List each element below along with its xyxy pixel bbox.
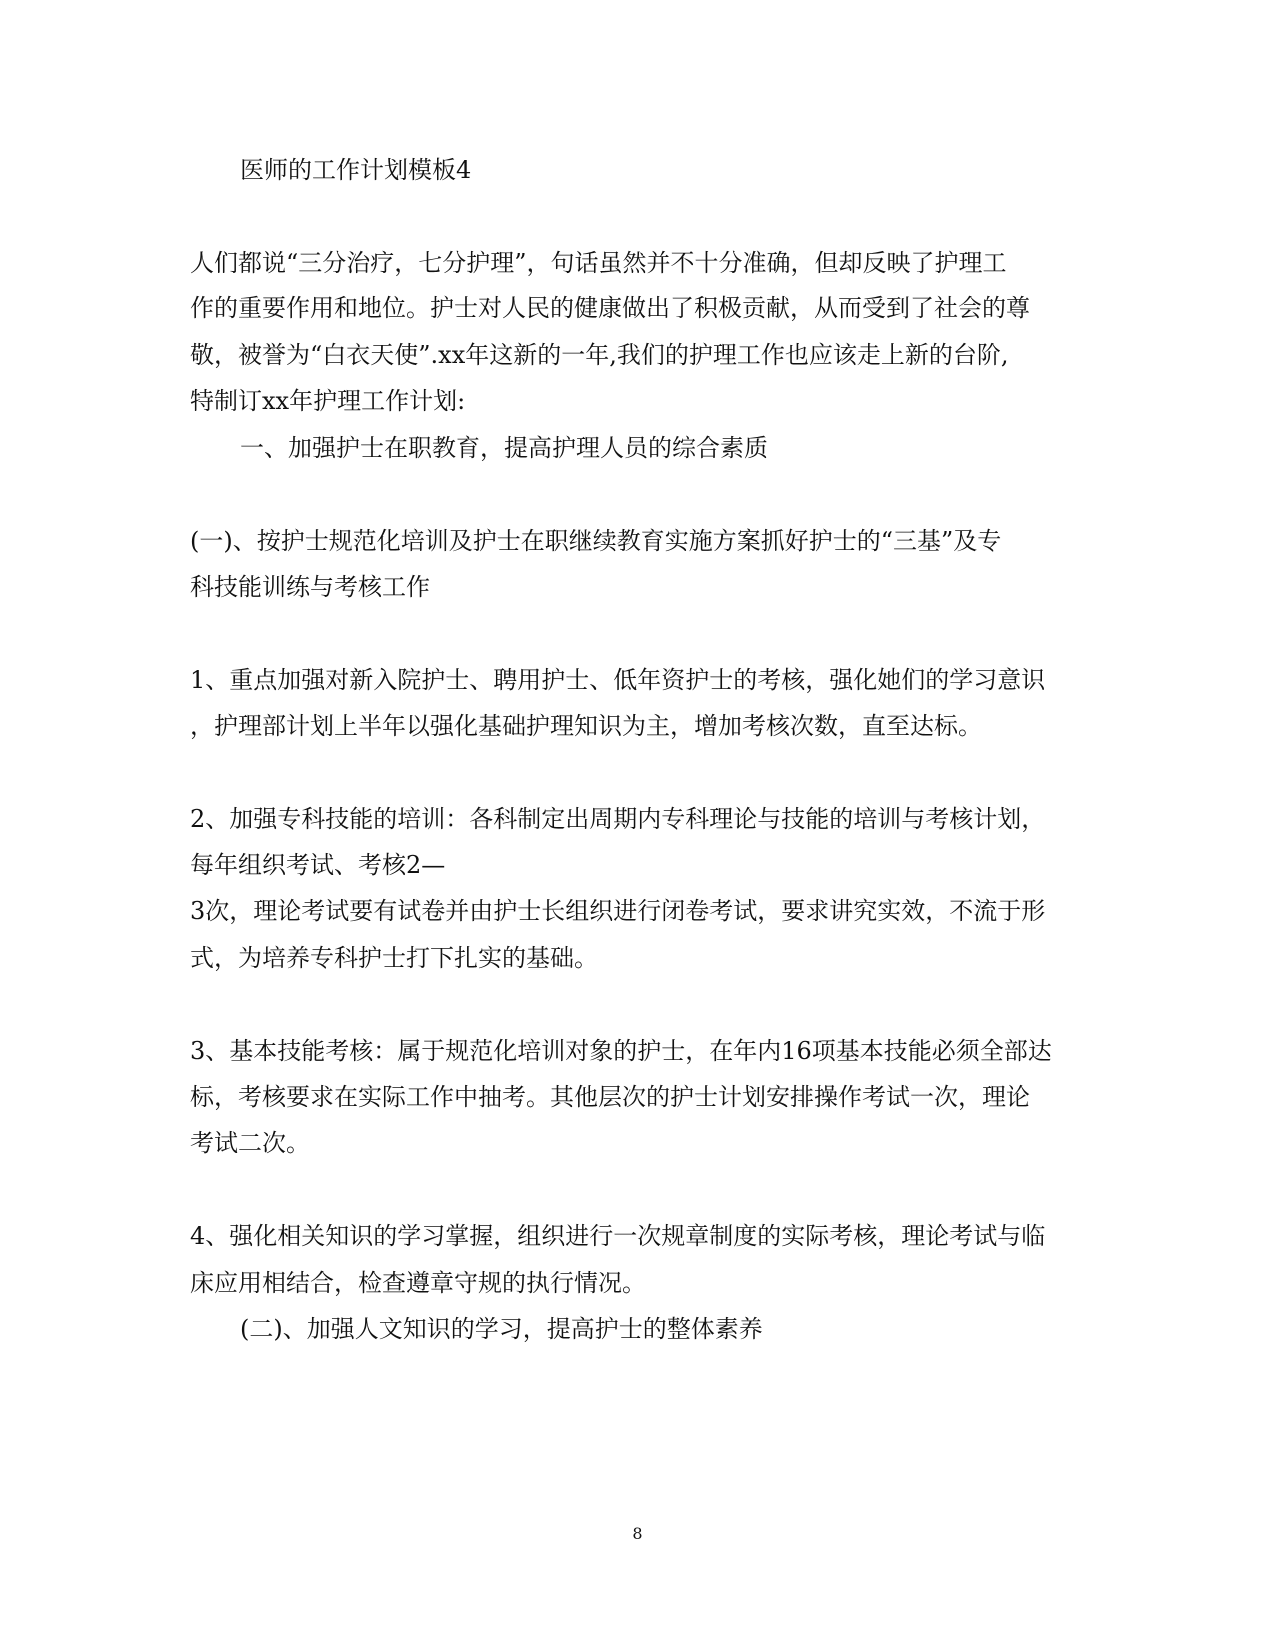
list-item-line: 3次，理论考试要有试卷并由护士长组织进行闭卷考试，要求讲究实效，不流于形 <box>190 897 1046 925</box>
list-item-line: 床应用相结合，检查遵章守规的执行情况。 <box>190 1269 646 1297</box>
list-item-line: ，护理部计划上半年以强化基础护理知识为主，增加考核次数，直至达标。 <box>190 712 982 740</box>
subsection-line: (一)、按护士规范化培训及护士在职继续教育实施方案抓好护士的“三基”及专 <box>190 527 1002 555</box>
section-heading-2: (二)、加强人文知识的学习，提高护士的整体素养 <box>240 1315 763 1343</box>
list-item-line: 考试二次。 <box>190 1129 310 1157</box>
intro-line: 人们都说“三分治疗，七分护理”，句话虽然并不十分准确，但却反映了护理工 <box>190 249 1007 277</box>
list-item-line: 式，为培养专科护士打下扎实的基础。 <box>190 944 598 972</box>
list-item-line: 标，考核要求在实际工作中抽考。其他层次的护士计划安排操作考试一次，理论 <box>190 1083 1030 1111</box>
intro-line: 作的重要作用和地位。护士对人民的健康做出了积极贡献，从而受到了社会的尊 <box>190 294 1030 322</box>
page-number: 8 <box>632 1524 643 1543</box>
intro-line: 特制订xx年护理工作计划: <box>190 387 466 415</box>
list-item-line: 3、基本技能考核：属于规范化培训对象的护士，在年内16项基本技能必须全部达 <box>190 1037 1052 1065</box>
list-item-line: 每年组织考试、考核2— <box>190 851 446 879</box>
subsection-line: 科技能训练与考核工作 <box>190 573 430 601</box>
document-title: 医师的工作计划模板4 <box>240 156 472 184</box>
list-item-line: 4、强化相关知识的学习掌握，组织进行一次规章制度的实际考核，理论考试与临 <box>190 1222 1046 1250</box>
section-heading-1: 一、加强护士在职教育，提高护理人员的综合素质 <box>240 434 768 462</box>
list-item-line: 1、重点加强对新入院护士、聘用护士、低年资护士的考核，强化她们的学习意识 <box>190 666 1046 694</box>
list-item-line: 2、加强专科技能的培训：各科制定出周期内专科理论与技能的培训与考核计划， <box>190 805 1046 833</box>
intro-line: 敬，被誉为“白衣天使”.xx年这新的一年,我们的护理工作也应该走上新的台阶, <box>190 341 1009 369</box>
